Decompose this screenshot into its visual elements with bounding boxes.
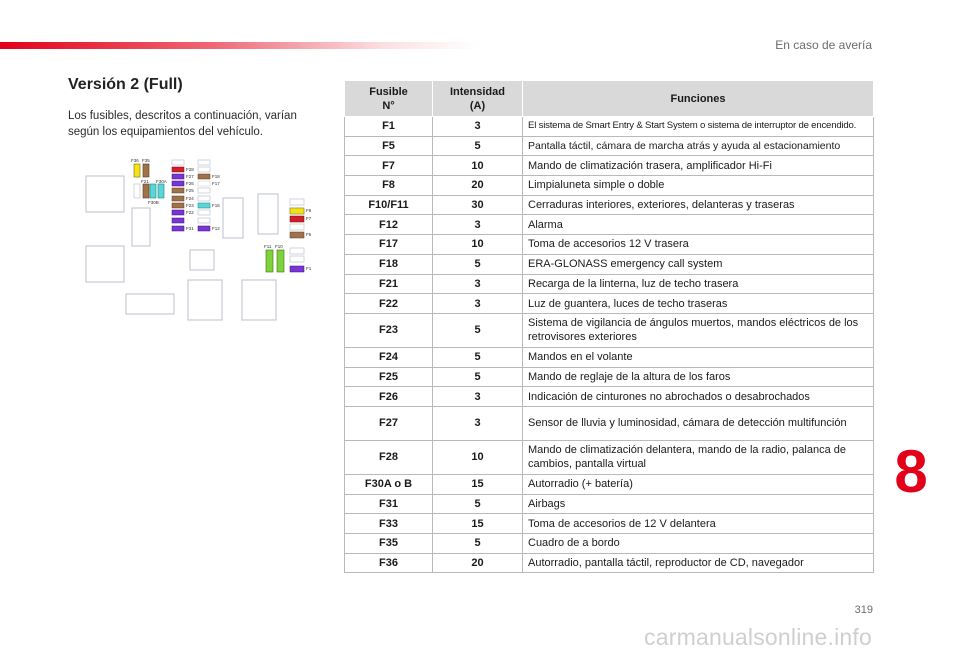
table-row [345, 117, 874, 137]
svg-text:F15: F15 [212, 203, 220, 208]
svg-text:F36: F36 [131, 158, 139, 163]
table-row [345, 176, 874, 196]
svg-text:F28: F28 [186, 167, 194, 172]
fuse-function: Mando de climatización delantera, mando de la radio, palanca de cambios, pantalla virtual [523, 440, 874, 474]
fuse-number: F24 [345, 347, 433, 367]
fuse-function: Autorradio, pantalla táctil, reproductor de CD, navegador [523, 553, 874, 573]
fuse-function: Cerraduras interiores, exteriores, delanteras y traseras [523, 195, 874, 215]
fuse-number: F18 [345, 254, 433, 274]
section-title: Versión 2 (Full) [68, 76, 183, 93]
fuse-amps: 15 [433, 514, 523, 534]
fuse-table [344, 80, 874, 573]
header-functions: Funciones [523, 81, 874, 117]
svg-text:F7: F7 [306, 216, 312, 221]
header-fuse: Fusible N° [345, 81, 433, 117]
fuse-function: Toma de accesorios 12 V trasera [523, 235, 874, 255]
fuse-amps: 10 [433, 235, 523, 255]
fuse-function: Mandos en el volante [523, 347, 874, 367]
fuse-function: Alarma [523, 215, 874, 235]
chapter-number-tab: 8 [894, 438, 928, 505]
fuse-number: F26 [345, 387, 433, 407]
svg-text:F30B: F30B [148, 200, 159, 205]
fuse-amps: 3 [433, 406, 523, 440]
fuse-number: F10/F11 [345, 195, 433, 215]
svg-text:F24: F24 [186, 196, 194, 201]
table-row [345, 474, 874, 494]
fuse-number: F22 [345, 294, 433, 314]
fuse-function: Airbags [523, 494, 874, 514]
svg-text:F10: F10 [275, 244, 283, 249]
fuse-amps: 10 [433, 156, 523, 176]
fuse-number: F31 [345, 494, 433, 514]
table-row [345, 347, 874, 367]
fuse-amps: 20 [433, 176, 523, 196]
svg-text:F23: F23 [186, 203, 194, 208]
fuse-number: F17 [345, 235, 433, 255]
fuse-amps: 5 [433, 254, 523, 274]
fuse-number: F33 [345, 514, 433, 534]
fuse-amps: 5 [433, 313, 523, 347]
fuse-amps: 5 [433, 136, 523, 156]
fuse-function: Limpialuneta simple o doble [523, 176, 874, 196]
svg-text:F8: F8 [306, 208, 312, 213]
table-row [345, 215, 874, 235]
header-amps: Intensidad (A) [433, 81, 523, 117]
table-row [345, 274, 874, 294]
svg-text:F31: F31 [186, 226, 194, 231]
fuse-function: Pantalla táctil, cámara de marcha atrás y ayuda al estacionamiento [523, 136, 874, 156]
fuse-amps: 5 [433, 367, 523, 387]
page-number: 319 [854, 604, 873, 616]
svg-text:F26: F26 [186, 181, 194, 186]
svg-text:F27: F27 [186, 174, 194, 179]
fuse-number: F7 [345, 156, 433, 176]
svg-text:F1: F1 [306, 266, 312, 271]
svg-text:F35: F35 [142, 158, 150, 163]
table-row [345, 440, 874, 474]
table-row [345, 136, 874, 156]
fuse-amps: 3 [433, 274, 523, 294]
fuse-function: Mando de climatización trasera, amplificador Hi-Fi [523, 156, 874, 176]
fuse-amps: 10 [433, 440, 523, 474]
table-row [345, 313, 874, 347]
fuse-number: F36 [345, 553, 433, 573]
fuse-function: Sistema de vigilancia de ángulos muertos, mandos eléctricos de los retrovisores exteriores [523, 313, 874, 347]
fuse-number: F35 [345, 534, 433, 554]
table-row [345, 534, 874, 554]
fuse-amps: 15 [433, 474, 523, 494]
table-row [345, 254, 874, 274]
fuse-number: F23 [345, 313, 433, 347]
fuse-number: F28 [345, 440, 433, 474]
svg-text:F21: F21 [141, 179, 149, 184]
table-row [345, 294, 874, 314]
svg-text:F18: F18 [212, 174, 220, 179]
fuse-number: F8 [345, 176, 433, 196]
table-row [345, 553, 874, 573]
svg-text:F30A: F30A [156, 179, 167, 184]
fuse-amps: 3 [433, 117, 523, 137]
fuse-function: Mando de reglaje de la altura de los faros [523, 367, 874, 387]
table-row [345, 235, 874, 255]
svg-text:F17: F17 [212, 181, 220, 186]
fuse-number: F27 [345, 406, 433, 440]
fuse-amps: 30 [433, 195, 523, 215]
fuse-function: Indicación de cinturones no abrochados o desabrochados [523, 387, 874, 407]
fuse-function: Cuadro de a bordo [523, 534, 874, 554]
table-row [345, 387, 874, 407]
fuse-amps: 20 [433, 553, 523, 573]
fuse-function: Luz de guantera, luces de techo traseras [523, 294, 874, 314]
table-row [345, 514, 874, 534]
svg-text:F12: F12 [212, 226, 220, 231]
watermark: carmanualsonline.info [644, 624, 872, 649]
svg-text:F25: F25 [186, 188, 194, 193]
fuse-function: Sensor de lluvia y luminosidad, cámara de detección multifunción [523, 406, 874, 440]
fuse-function: El sistema de Smart Entry & Start System o sistema de interruptor de encendido. [523, 117, 874, 137]
fuse-amps: 3 [433, 387, 523, 407]
svg-text:F11: F11 [264, 244, 272, 249]
table-row [345, 195, 874, 215]
svg-text:F5: F5 [306, 232, 312, 237]
fuse-number: F25 [345, 367, 433, 387]
fuse-number: F21 [345, 274, 433, 294]
intro-text: Los fusibles, descritos a continuación, varían según los equipamientos del vehículo. [68, 110, 297, 138]
table-row [345, 494, 874, 514]
fuse-amps: 5 [433, 347, 523, 367]
fuse-amps: 5 [433, 534, 523, 554]
fuse-function: ERA-GLONASS emergency call system [523, 254, 874, 274]
chapter-title: En caso de avería [775, 38, 872, 52]
fuse-amps: 3 [433, 215, 523, 235]
fuse-number: F5 [345, 136, 433, 156]
fuse-box-diagram [80, 152, 320, 324]
header-accent-bar [0, 42, 480, 49]
fuse-number: F12 [345, 215, 433, 235]
fuse-function: Toma de accesorios de 12 V delantera [523, 514, 874, 534]
fuse-number: F1 [345, 117, 433, 137]
table-row [345, 367, 874, 387]
fuse-number: F30A o B [345, 474, 433, 494]
fuse-amps: 3 [433, 294, 523, 314]
fuse-function: Autorradio (+ batería) [523, 474, 874, 494]
fuse-function: Recarga de la linterna, luz de techo trasera [523, 274, 874, 294]
fuse-amps: 5 [433, 494, 523, 514]
table-row [345, 406, 874, 440]
table-row [345, 156, 874, 176]
svg-text:F22: F22 [186, 210, 194, 215]
